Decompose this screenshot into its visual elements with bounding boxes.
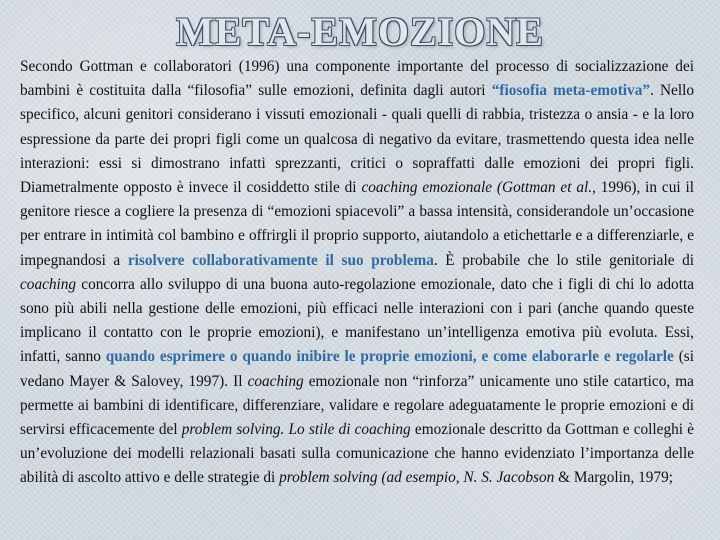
italic-phrase: problem solving. Lo stile di coaching — [181, 421, 411, 439]
text-run: Secondo Gottman e collaboratori (1996) una componente importante del processo di socializzazione dei bambini è costituita dalla “filosofia” sulle emozioni, definita dagli autori — [20, 58, 694, 100]
body-paragraph — [20, 55, 694, 491]
italic-phrase: coaching — [247, 372, 304, 390]
text-run: & Margolin, 1979; — [554, 469, 673, 487]
highlighted-phrase: quando esprimere o quando inibire le proprie emozioni, e come elaborarle e regolarle — [105, 348, 674, 366]
italic-phrase: coaching — [20, 275, 77, 293]
text-run: 1996), in cui il genitore riesce a cogliere la presenza di “emozioni spiacevoli” a bassa intensità, considerandole un’occasione per entrare in intimità col bambino e offrirgli il proprio supporto, aiutandolo a etichettarle e a differenziarle, e impegnandosi a — [20, 179, 694, 269]
slide-title: META-EMOZIONE — [176, 9, 544, 54]
text-run: emozionale descritto da Gottman e colleghi è un’evoluzione dei modelli relazionali basati sulla comunicazione che hanno evidenziato l’importanza delle abilità di ascolto attivo e delle strategie di — [20, 421, 694, 487]
highlighted-phrase: risolvere collaborativamente il suo problema — [127, 251, 434, 269]
text-run: emozionale non “rinforza” unicamente uno stile catartico, ma permette ai bambini di identificare, differenziare, validare e regolare adeguatamente le proprie emozioni e di servirsi efficacemente del — [20, 372, 694, 439]
italic-phrase: problem solving (ad esempio, N. S. Jacobson — [279, 469, 555, 487]
highlighted-phrase: “fiosofia meta-emotiva” — [491, 82, 650, 100]
text-run: . È probabile che lo stile genitoriale di — [433, 251, 694, 269]
text-run: (si vedano Mayer & Salovey, 1997). Il — [20, 348, 694, 390]
text-run: concorra allo sviluppo di una buona auto-regolazione emozionale, dato che i figli di chi lo adotta sono più abili nella gestione delle emozioni, più efficaci nelle interazioni con i pari (anche quando queste implicano il contatto con le proprie emozioni), e manifestano un’intelligenza emotiva più evoluta. Essi, infatti, sanno — [20, 275, 694, 366]
text-run: . Nello specifico, alcuni genitori considerano i vissuti emozionali - quali quelli di rabbia, tristezza o ansia - e la loro espressione da parte dei propri figli come un qualcosa di negativo da evitare, trasmettendo questa idea nelle interazioni: essi si dimostrano infatti sprezzanti, critici o sopraffatti dalle emozioni dei propri figli. Diametralmente opposto è invece il cosiddetto stile di — [20, 82, 694, 197]
italic-phrase: coaching emozionale (Gottman et al., — [361, 179, 596, 197]
